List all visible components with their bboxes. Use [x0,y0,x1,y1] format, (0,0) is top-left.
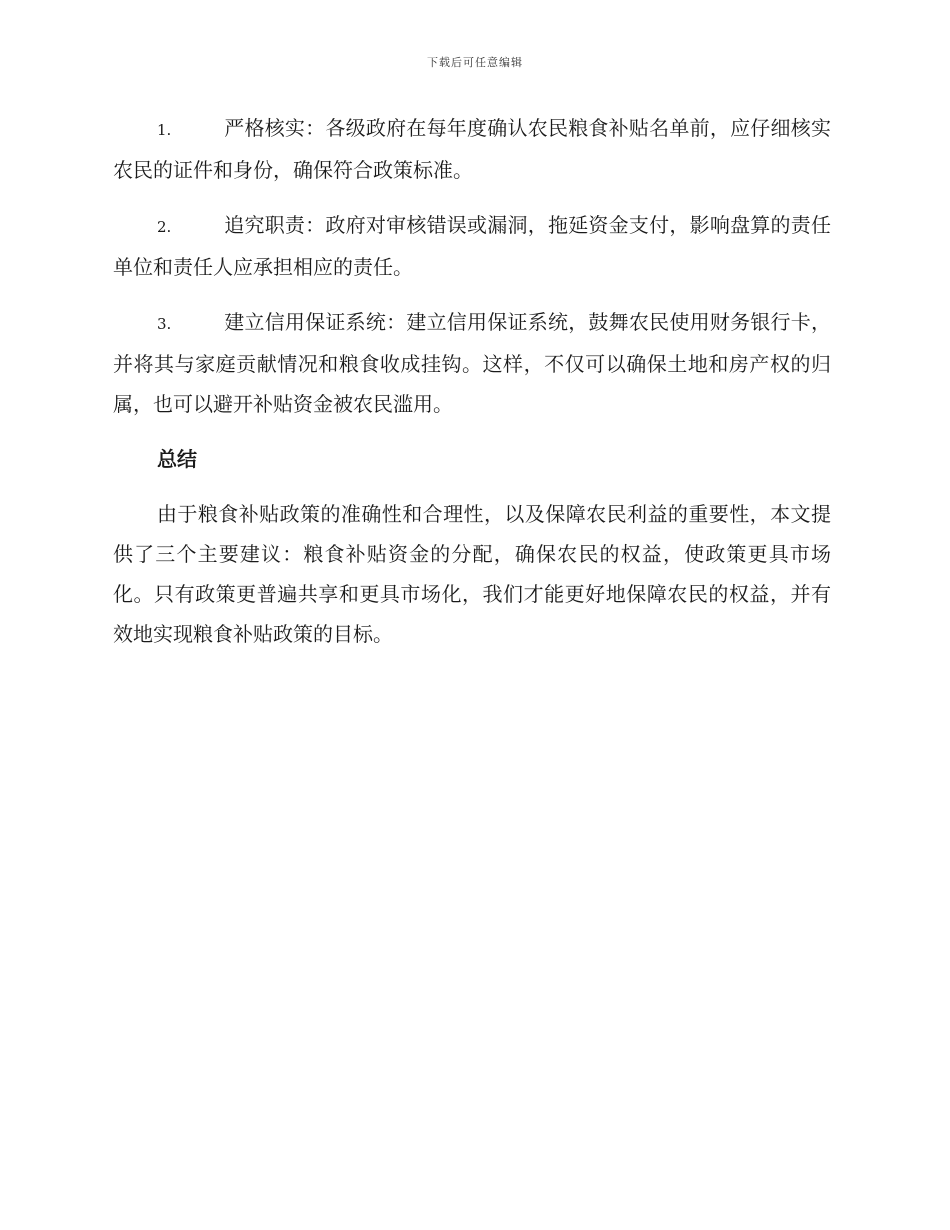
list-item-1 [113,108,831,190]
list-item-text: 建立信用保证系统：建立信用保证系统，鼓舞农民使用财务银行卡，并将其与家庭贡献情况和粮食收成挂钩。这样，不仅可以确保土地和房产权的归属，也可以避开补贴资金被农民滥用。 [113,310,831,416]
summary-paragraph: 由于粮食补贴政策的准确性和合理性，以及保障农民利益的重要性，本文提供了三个主要建议：粮食补贴资金的分配，确保农民的权益，使政策更具市场化。只有政策更普遍共享和更具市场化，我们才能更好地保障农民的权益，并有效地实现粮食补贴政策的目标。 [113,502,831,646]
list-item-number: 3. [157,315,172,333]
list-item-2 [113,205,831,287]
list-item-text: 严格核实：各级政府在每年度确认农民粮食补贴名单前，应仔细核实农民的证件和身份，确保符合政策标准。 [113,116,831,182]
document-body [113,108,831,654]
list-item-3 [113,302,831,424]
list-item-text: 追究职责：政府对审核错误或漏洞，拖延资金支付，影响盘算的责任单位和责任人应承担相应的责任。 [113,213,831,279]
list-item-number: 2. [157,218,172,236]
summary-heading: 总结 [157,447,197,471]
header-note: 下载后可任意编辑 [427,56,523,69]
list-item-number: 1. [157,121,172,139]
